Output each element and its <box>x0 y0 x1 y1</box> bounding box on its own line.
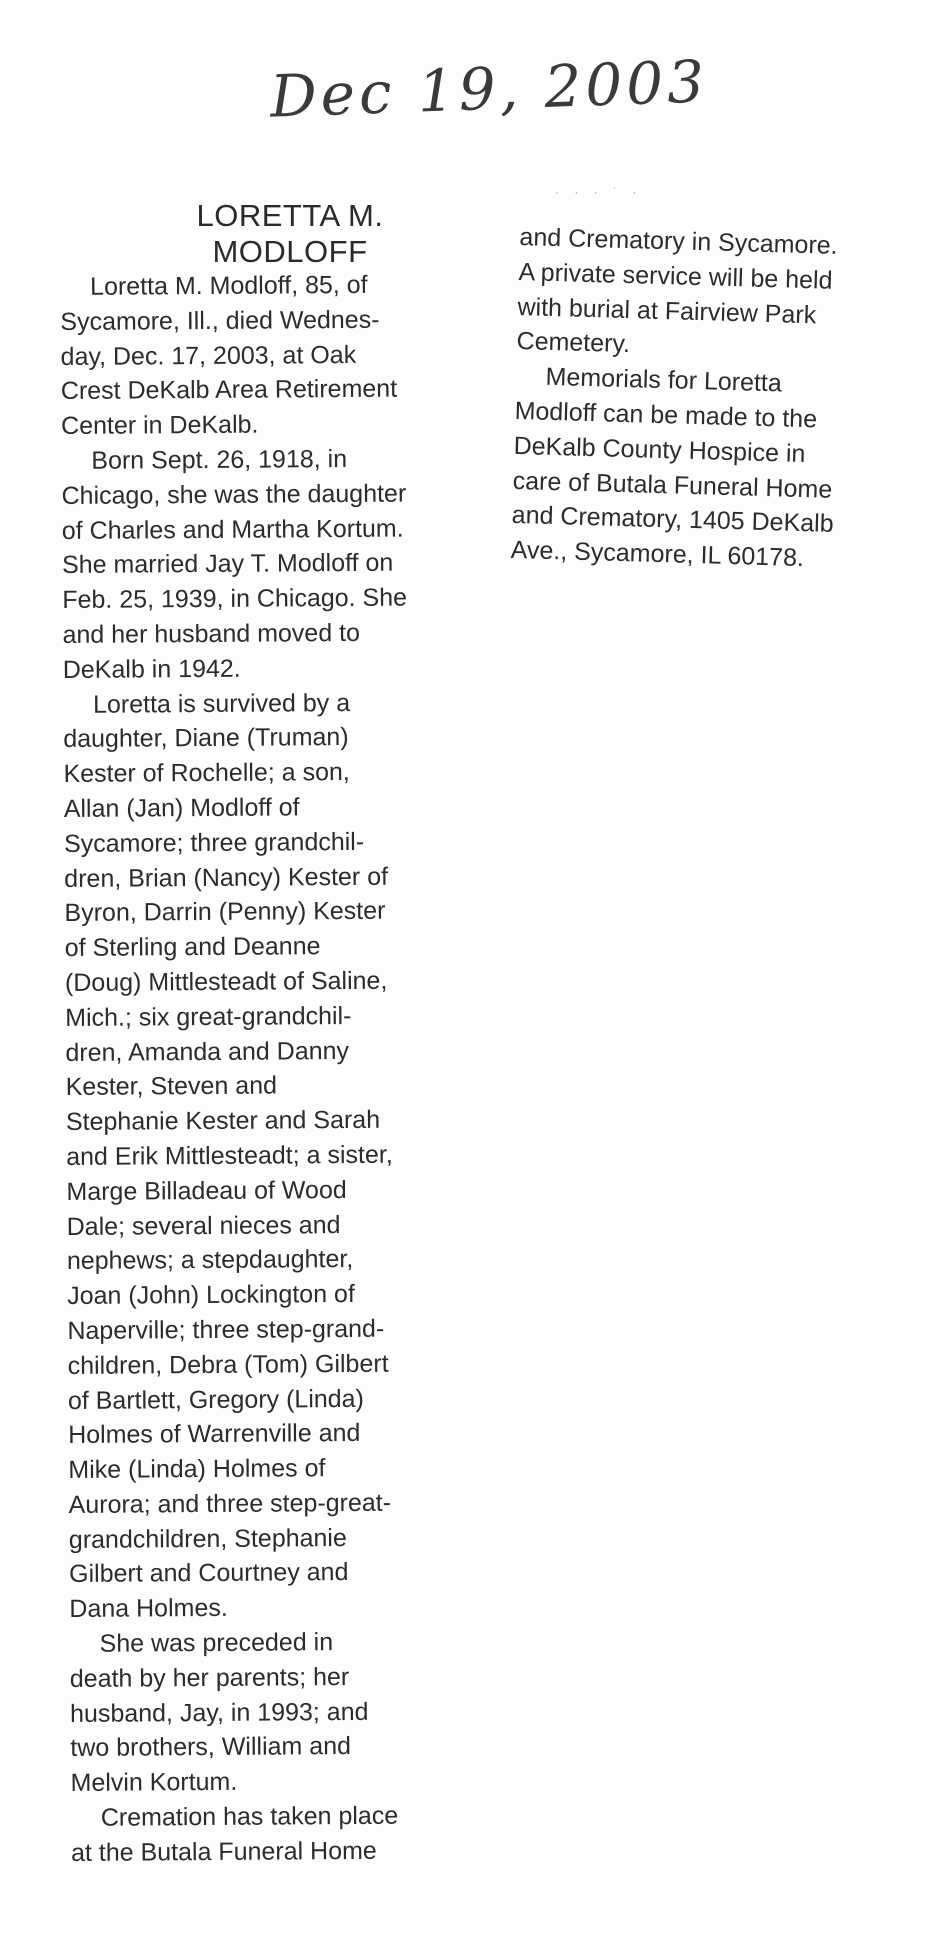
text-line: Melvin Kortum. <box>70 1768 238 1798</box>
text-line: Sycamore; three grandchil- <box>63 827 365 858</box>
text-line: Kester, Steven and <box>65 1071 278 1102</box>
text-line: (Doug) Mittlesteadt of Saline, <box>64 966 388 997</box>
text-line: Loretta M. Modloff, 85, of <box>90 270 368 301</box>
text-line: Allan (Jan) Modloff of <box>63 793 300 823</box>
text-line: care of Butala Funeral Home <box>512 466 833 504</box>
text-line: and Crematory in Sycamore. <box>519 222 838 260</box>
text-line: Mich.; six great-grandchil- <box>65 1001 352 1032</box>
text-line: Gilbert and Courtney and <box>69 1558 349 1589</box>
text-line: and Crematory, 1405 DeKalb <box>511 501 834 539</box>
left-text-column <box>60 267 491 1871</box>
text-line: Dana Holmes. <box>69 1594 228 1624</box>
text-line: dren, Amanda and Danny <box>65 1036 350 1067</box>
text-line: DeKalb County Hospice in <box>513 431 806 468</box>
text-line: of Bartlett, Gregory (Linda) <box>67 1384 364 1415</box>
text-line: Crest DeKalb Area Retirement <box>60 375 398 406</box>
text-line: Born Sept. 26, 1918, in <box>91 444 348 475</box>
text-line: She was preceded in <box>99 1628 334 1658</box>
text-line: Stephanie Kester and Sarah <box>65 1105 381 1137</box>
text-line: Naperville; three step-grand- <box>67 1314 385 1345</box>
text-line: Center in DeKalb. <box>60 410 259 441</box>
text-line: Chicago, she was the daughter <box>61 479 407 510</box>
text-line: death by her parents; her <box>69 1662 350 1693</box>
text-line: children, Debra (Tom) Gilbert <box>67 1349 389 1380</box>
text-line: dren, Brian (Nancy) Kester of <box>64 862 389 893</box>
text-line: and Erik Mittlesteadt; a sister, <box>66 1140 393 1171</box>
text-line: grandchildren, Stephanie <box>68 1523 347 1554</box>
text-line: DeKalb in 1942. <box>62 654 241 684</box>
handwritten-date: Dec 19, 2003 <box>268 47 710 131</box>
text-line: Ave., Sycamore, IL 60178. <box>510 536 805 573</box>
right-text-column <box>510 220 910 579</box>
text-line: at the Butala Funeral Home <box>70 1836 377 1867</box>
text-line: with burial at Fairview Park <box>517 292 817 329</box>
headline-line: MODLOFF <box>212 234 368 269</box>
text-line: Holmes of Warrenville and <box>68 1419 361 1450</box>
text-line: husband, Jay, in 1993; and <box>69 1697 369 1728</box>
text-line: day, Dec. 17, 2003, at Oak <box>60 340 357 371</box>
text-line: Feb. 25, 1939, in Chicago. She <box>62 583 408 615</box>
text-line: and her husband moved to <box>62 618 361 649</box>
text-line: Kester of Rochelle; a son, <box>63 758 350 789</box>
text-line: She married Jay T. Modloff on <box>61 549 394 580</box>
text-line: A private service will be held <box>518 257 833 295</box>
text-line: of Charles and Martha Kortum. <box>61 514 404 545</box>
text-line: Joan (John) Lockington of <box>67 1280 355 1311</box>
print-specks: · · · ˙ · <box>555 185 643 199</box>
text-line: Dale; several nieces and <box>66 1210 341 1241</box>
headline-line: LORETTA M. <box>196 198 384 233</box>
text-line: Aurora; and three step-great- <box>68 1488 392 1519</box>
text-line: Cemetery. <box>516 327 631 359</box>
text-line: Loretta is survived by a <box>92 688 351 719</box>
text-line: Sycamore, Ill., died Wednes- <box>60 305 380 336</box>
obituary-headline <box>140 198 440 270</box>
text-line: Byron, Darrin (Penny) Kester <box>64 897 386 928</box>
text-line: of Sterling and Deanne <box>64 932 321 963</box>
text-line: Mike (Linda) Holmes of <box>68 1454 326 1485</box>
text-line: Modloff can be made to the <box>514 396 818 434</box>
text-line: Memorials for Loretta <box>545 362 783 398</box>
text-line: Marge Billadeau of Wood <box>66 1175 347 1206</box>
text-line: two brothers, William and <box>70 1732 352 1763</box>
text-line: daughter, Diane (Truman) <box>63 723 349 754</box>
text-line: nephews; a stepdaughter, <box>66 1245 354 1276</box>
text-line: Cremation has taken place <box>100 1801 399 1832</box>
